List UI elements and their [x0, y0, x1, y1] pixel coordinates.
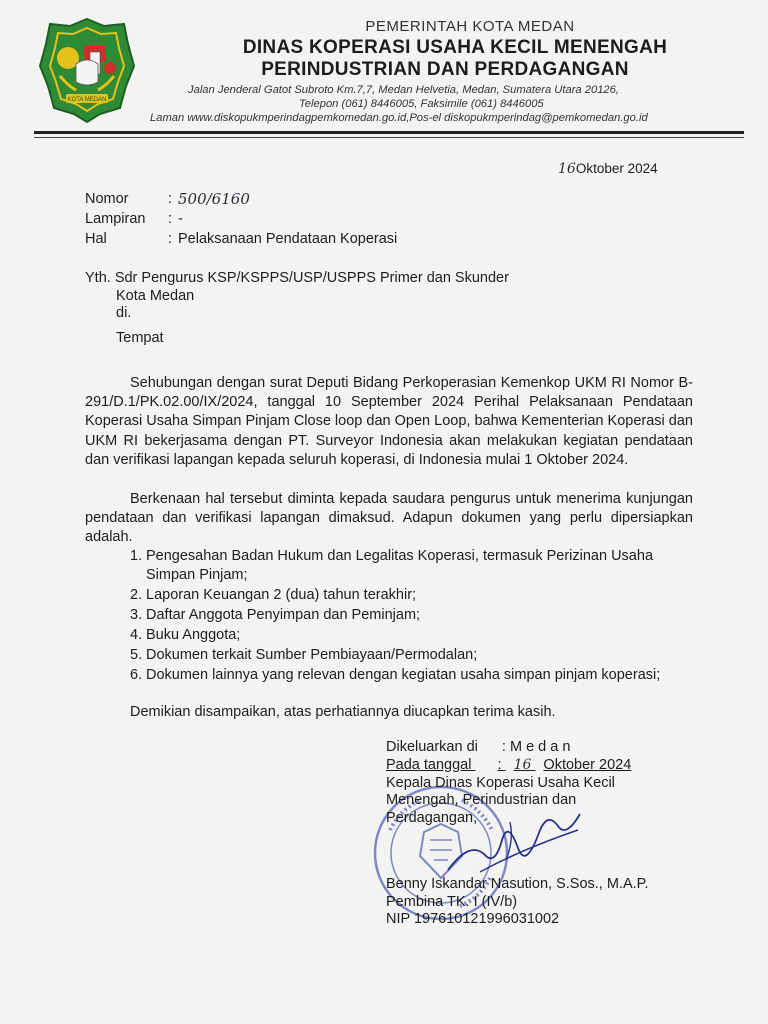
list-item: 3. Daftar Anggota Penyimpan dan Peminjam; — [130, 607, 421, 623]
list-item: 1. Pengesahan Badan Hukum dan Legalitas Koperasi, termasuk Perizinan Usaha Simpan Pinjam; — [130, 548, 654, 583]
list-item: 6. Dokumen lainnya yang relevan dengan kegiatan usaha simpan pinjam koperasi; — [130, 667, 661, 683]
document-list — [130, 547, 695, 686]
issued-date-month-year: Oktober 2024 — [543, 757, 632, 773]
letter-date-month-year: Oktober 2024 — [575, 161, 658, 176]
letterhead — [140, 18, 740, 81]
nomor-label: Nomor — [85, 191, 129, 207]
recipient-place: Tempat — [116, 330, 164, 346]
list-item: 5. Dokumen terkait Sumber Pembiayaan/Permodalan; — [130, 647, 478, 663]
signatory-title-line3: Perdagangan, — [386, 810, 478, 826]
signatory-title-line2: Menengah, Perindustrian dan — [386, 792, 577, 808]
signatory-name: Benny Iskandar Nasution, S.Sos., M.A.P. — [386, 876, 649, 892]
department-name-line2: PERINDUSTRIAN DAN PERDAGANGAN — [261, 59, 629, 80]
office-phone: Telepon (061) 8446005, Faksimile (061) 8446005 — [299, 98, 544, 110]
list-item: 2. Laporan Keuangan 2 (dua) tahun terakhir; — [130, 587, 417, 603]
city-emblem-logo — [38, 16, 136, 126]
lampiran-value: - — [178, 211, 183, 227]
nomor-colon: : — [168, 191, 173, 207]
office-web-email: Laman www.diskopukmperindagpemkomedan.go.id,Pos-el diskopukmperindag@pemkomedan.go.id — [150, 112, 648, 124]
letter-date-day: 16 — [558, 161, 576, 177]
issued-date: Pada tanggal : 16 Oktober 2024 — [386, 757, 632, 773]
body-paragraph-1: Sehubungan dengan surat Deputi Bidang Perkoperasian Kemenkop UKM RI Nomor B-291/D.1/PK.02.00/IX/2024, tanggal 10 September 2024 Perihal Pelaksanaan Pendataan Koperasi Usaha Simpan Pinjam Close loop dan Open Loop, bahwa Kementerian Koperasi dan UKM RI bekerjasama dengan PT. Surveyor Indonesia akan melakukan kegiatan pendataan dan verifikasi lapangan kepada seluruh koperasi, di Indonesia mulai 1 Oktober 2024. — [85, 375, 693, 468]
signatory-rank: Pembina TK. I (IV/b) — [386, 894, 518, 910]
department-name-line1: DINAS KOPERASI USAHA KECIL MENENGAH — [242, 37, 668, 58]
nomor-value: 500/6160 — [178, 190, 250, 208]
letter-date — [558, 161, 658, 177]
logo-label: KOTA MEDAN — [67, 97, 107, 103]
body-paragraph-2: Berkenaan hal tersebut diminta kepada saudara pengurus untuk menerima kunjungan pendataan dan verifikasi lapangan dimaksud. Adapun dokumen yang perlu dipersiapkan adalah. — [85, 491, 693, 546]
recipient-line1: Yth. Sdr Pengurus KSP/KSPPS/USP/USPPS Primer dan Skunder — [85, 270, 509, 286]
lampiran-colon: : — [168, 211, 173, 227]
closing-sentence: Demikian disampaikan, atas perhatiannya diucapkan terima kasih. — [130, 704, 556, 720]
issued-at — [386, 739, 570, 755]
signatory-title-line1: Kepala Dinas Koperasi Usaha Kecil — [386, 775, 615, 791]
issued-at-label: Dikeluarkan di — [386, 739, 478, 755]
office-address: Jalan Jenderal Gatot Subroto Km.7,7, Medan Helvetia, Medan, Sumatera Utara 20126, — [188, 84, 619, 96]
government-name: PEMERINTAH KOTA MEDAN — [365, 18, 575, 35]
lampiran-label: Lampiran — [85, 211, 146, 227]
hal-value: Pelaksanaan Pendataan Koperasi — [178, 231, 398, 247]
issued-at-value: : M e d a n — [501, 739, 571, 755]
recipient-di: di. — [116, 305, 132, 321]
recipient-city: Kota Medan — [116, 288, 195, 304]
hal-label: Hal — [85, 231, 107, 247]
issued-date-day: 16 — [513, 757, 532, 773]
signatory-nip: NIP 197610121996031002 — [386, 911, 560, 927]
issued-date-label: Pada tanggal — [386, 757, 472, 773]
letterhead-rule-thin — [34, 137, 744, 138]
hal-colon: : — [168, 231, 173, 247]
letterhead-rule-thick — [34, 131, 744, 134]
list-item: 4. Buku Anggota; — [130, 627, 241, 643]
